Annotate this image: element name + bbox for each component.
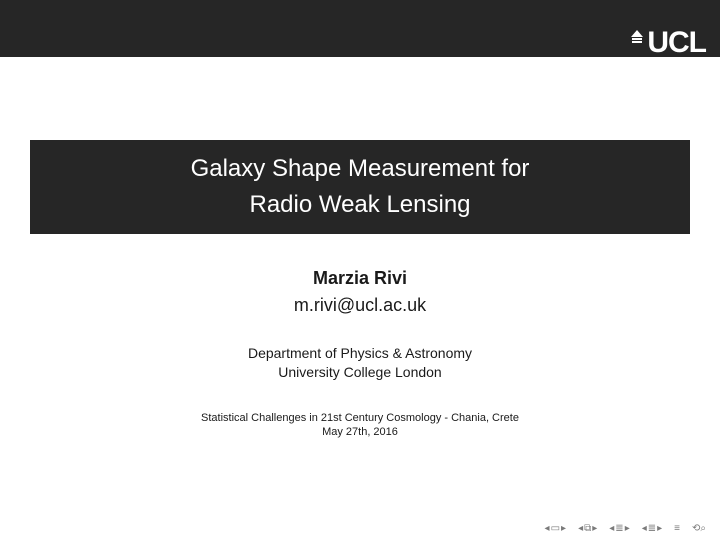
event-name: Statistical Challenges in 21st Century Cosmology - Chania, Crete — [201, 412, 519, 424]
author-name: Marzia Rivi — [312, 268, 408, 288]
prev-subsection-icon[interactable]: ◂ — [578, 522, 584, 534]
section-icon[interactable]: ≣ — [615, 522, 624, 534]
event-date: May 27th, 2016 — [322, 426, 398, 438]
next-section-icon[interactable]: ▸ — [624, 522, 630, 534]
ucl-logo — [631, 28, 706, 58]
author-email: m.rivi@ucl.ac.uk — [293, 295, 427, 315]
section-nav-1[interactable] — [609, 523, 629, 534]
subsection-icon[interactable]: ⧉ — [584, 522, 592, 534]
frame-nav[interactable] — [545, 523, 567, 534]
section-icon[interactable]: ≣ — [647, 522, 657, 534]
prev-section-icon[interactable]: ◂ — [609, 522, 615, 534]
portico-icon — [631, 30, 643, 44]
university: University College London — [278, 364, 442, 380]
beamer-navigation — [545, 521, 706, 535]
subsection-nav[interactable] — [578, 523, 597, 534]
prev-frame-icon[interactable]: ◂ — [544, 522, 550, 534]
title-block — [30, 140, 690, 234]
department: Department of Physics & Astronomy — [247, 345, 473, 361]
logo-text: UCL — [647, 26, 706, 59]
section-nav-2[interactable] — [642, 523, 662, 534]
align-icon[interactable]: ≡ — [674, 522, 681, 534]
title-line-1: Galaxy Shape Measurement for — [190, 155, 530, 182]
title-line-2: Radio Weak Lensing — [249, 191, 471, 218]
search-icon[interactable]: ⟲⌕ — [692, 522, 706, 534]
next-section-icon[interactable]: ▸ — [657, 522, 663, 534]
prev-section-icon[interactable]: ◂ — [641, 522, 647, 534]
next-frame-icon[interactable]: ▸ — [561, 522, 567, 534]
header-bar — [0, 0, 720, 57]
next-subsection-icon[interactable]: ▸ — [592, 522, 598, 534]
frame-icon[interactable]: ▭ — [550, 522, 561, 534]
